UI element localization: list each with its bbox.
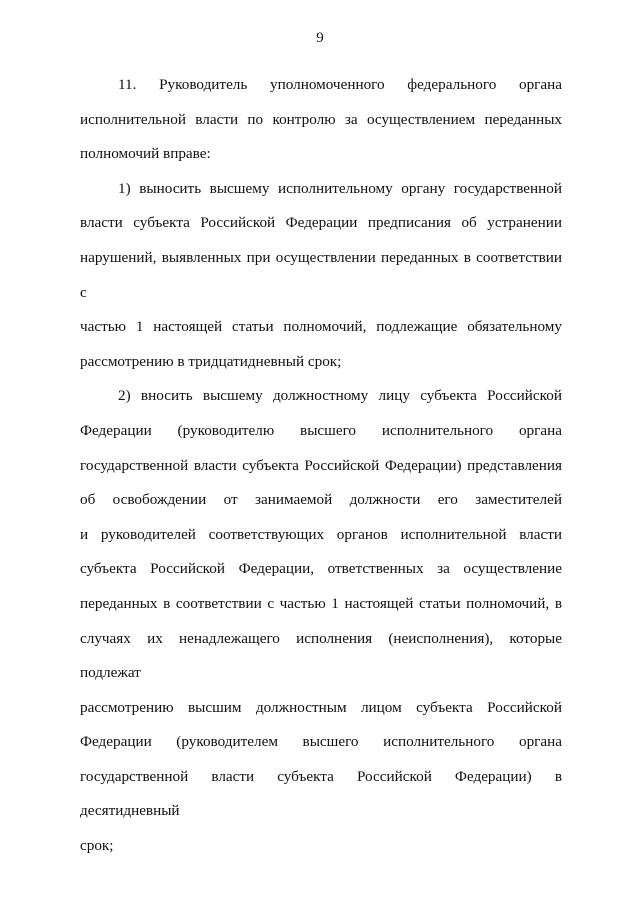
text-line: случаях их ненадлежащего исполнения (неисполнения), которые подлежат [80, 629, 562, 682]
text-line: государственной власти субъекта Российской Федерации) представления [80, 456, 562, 474]
text-line: 2) вносить высшему должностному лицу субъекта Российской [118, 387, 562, 405]
text-line: нарушений, выявленных при осуществлении переданных в соответствии с [80, 248, 562, 301]
paragraph-11 [80, 68, 562, 172]
text-line: власти субъекта Российской Федерации предписания об устранении [80, 214, 562, 232]
page-number: 9 [316, 30, 324, 46]
paragraph-item-2 [80, 379, 562, 863]
text-line: и руководителей соответствующих органов исполнительной власти [80, 525, 562, 543]
text-line: Федерации (руководителю высшего исполнительного органа [80, 421, 562, 439]
text-line: Федерации (руководителем высшего исполнительного органа [80, 733, 562, 751]
text-line: 1) выносить высшему исполнительному органу государственной [118, 179, 562, 197]
text-line: рассмотрению высшим должностным лицом субъекта Российской [80, 698, 562, 716]
text-line: частью 1 настоящей статьи полномочий, подлежащие обязательному [80, 318, 562, 336]
text-line: полномочий вправе: [80, 145, 211, 163]
text-line: исполнительной власти по контролю за осуществлением переданных [80, 110, 562, 128]
text-line: об освобождении от занимаемой должности его заместителей [80, 491, 562, 509]
text-line: переданных в соответствии с частью 1 настоящей статьи полномочий, в [80, 594, 562, 612]
text-line: субъекта Российской Федерации, ответственных за осуществление [80, 560, 562, 578]
paragraph-item-1 [80, 172, 562, 380]
text-line: рассмотрению в тридцатидневный срок; [80, 352, 342, 370]
text-line: государственной власти субъекта Российской Федерации) в десятидневный [80, 767, 562, 820]
text-line: срок; [80, 837, 114, 855]
document-body [80, 68, 562, 864]
text-line: 11. Руководитель уполномоченного федерального органа [118, 76, 562, 93]
